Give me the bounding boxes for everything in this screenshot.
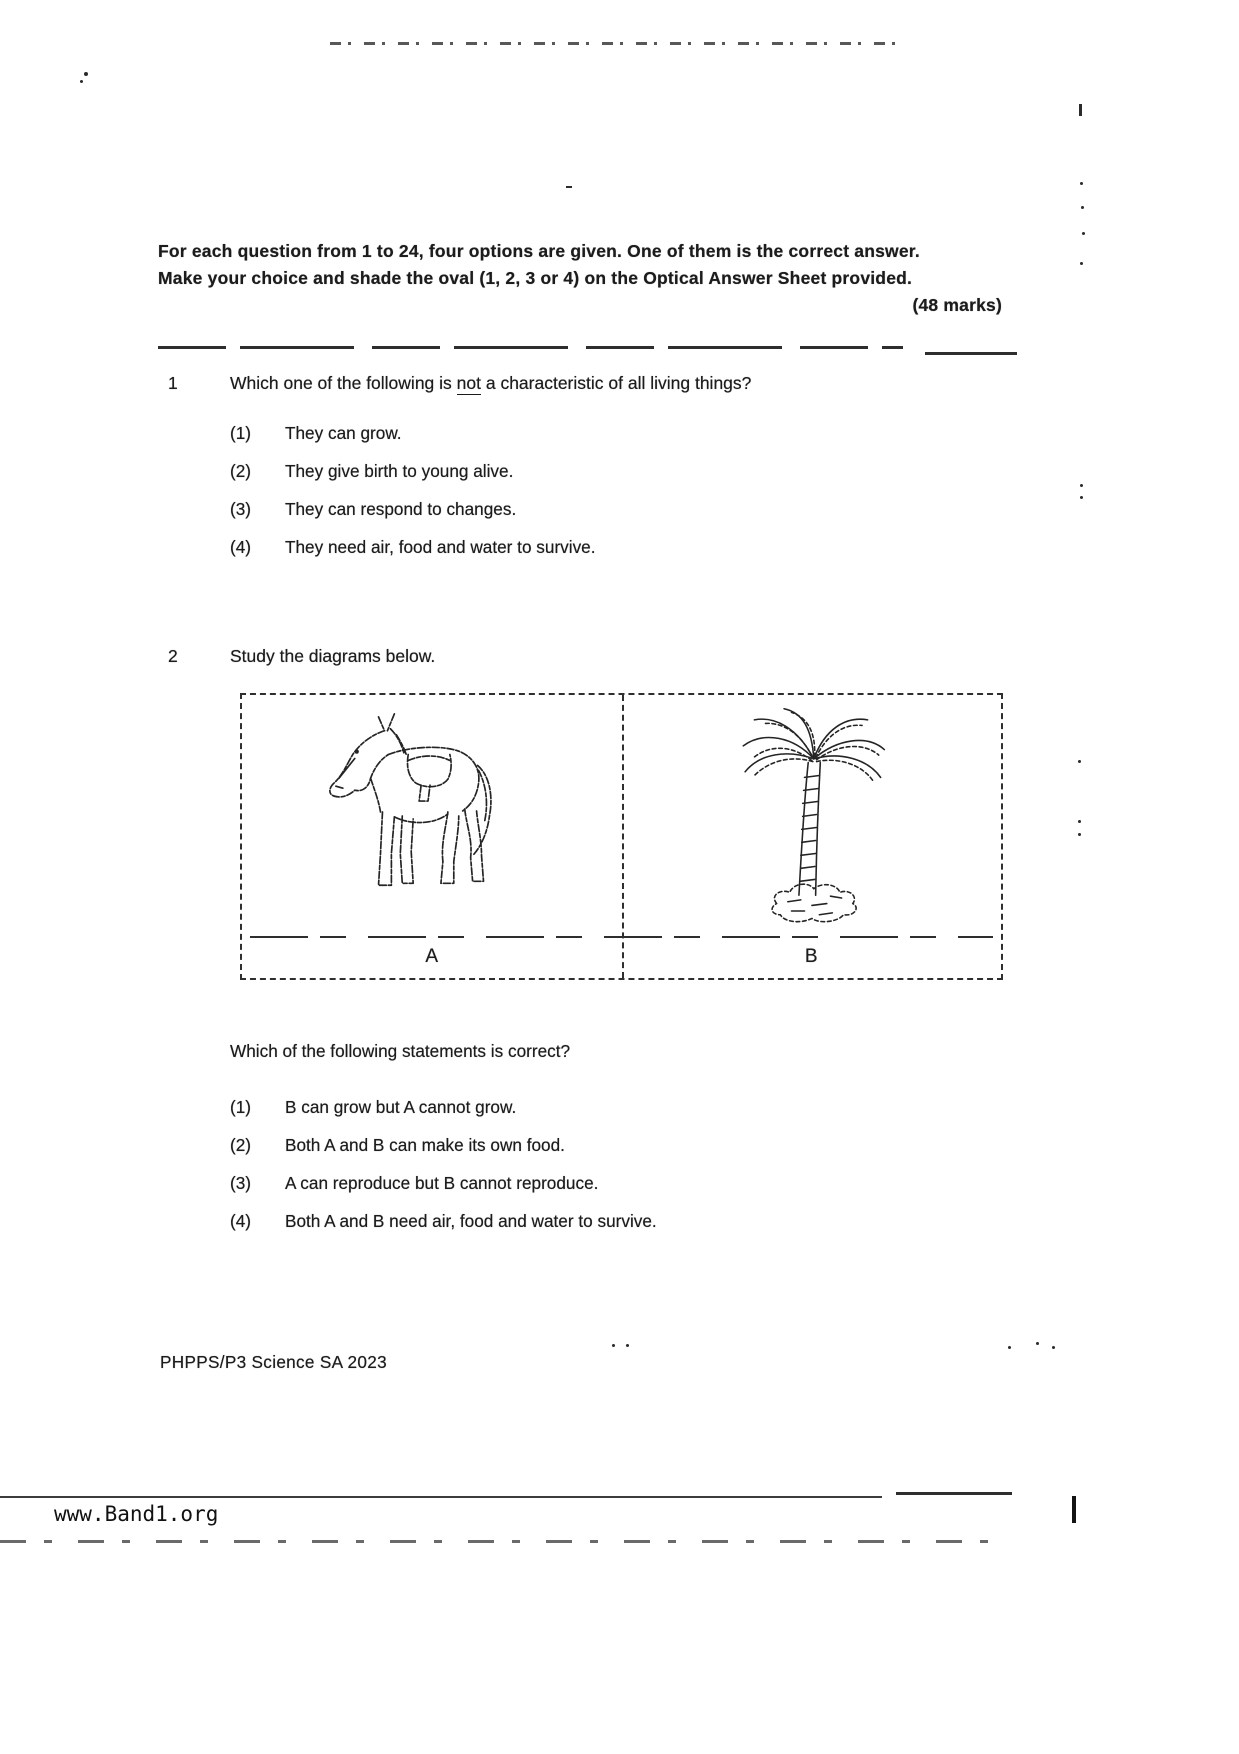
question-1-number: 1 [168, 373, 178, 393]
question-2-figure [240, 693, 1003, 980]
scan-artifact [1082, 232, 1085, 235]
watermark-url: www.Band1.org [54, 1502, 219, 1526]
question-2 [168, 645, 908, 668]
scan-artifact [1080, 262, 1083, 265]
question-2-sub-prompt: Which of the following statements is correct? [230, 1041, 571, 1061]
question-2-option-2: (2) Both A and B can make its own food. [230, 1135, 565, 1155]
question-1-option-3: (3) They can respond to changes. [230, 499, 517, 519]
horse-illustration-icon [303, 705, 561, 913]
separator-rule [158, 346, 903, 349]
question-2-options [230, 1096, 850, 1248]
figure-label-b: B [804, 946, 818, 967]
scan-artifact [566, 186, 572, 188]
scan-artifact [1081, 206, 1084, 209]
question-1 [168, 372, 908, 574]
instructions-line-1: For each question from 1 to 24, four options are given. One of them is the correct answer. [158, 241, 920, 261]
question-2-option-1: (1) B can grow but A cannot grow. [230, 1097, 517, 1117]
scan-artifact [1036, 1342, 1039, 1345]
scan-artifact-top-dashes [330, 42, 905, 45]
footer-rule [0, 1496, 882, 1498]
figure-label-a: A [425, 946, 439, 967]
question-1-option-1: (1) They can grow. [230, 423, 402, 443]
question-1-prompt: Which one of the following is not a characteristic of all living things? [230, 373, 752, 393]
scan-artifact [1080, 484, 1083, 487]
scan-artifact [1080, 182, 1083, 185]
scan-artifact [626, 1344, 629, 1347]
question-2-option-4: (4) Both A and B need air, food and water to survive. [230, 1211, 657, 1231]
underlined-not: not [456, 373, 481, 393]
scan-artifact [1078, 833, 1081, 836]
question-2-option-3: (3) A can reproduce but B cannot reproduce. [230, 1173, 599, 1193]
question-1-option-2: (2) They give birth to young alive. [230, 461, 514, 481]
footer-dashed-rule [0, 1540, 1014, 1543]
marks-total: (48 marks) [912, 295, 1002, 315]
footer-rule-right [896, 1492, 1012, 1495]
question-1-option-4: (4) They need air, food and water to survive. [230, 537, 596, 557]
instructions-line-2: Make your choice and shade the oval (1, 2, 3 or 4) on the Optical Answer Sheet provided. [158, 268, 913, 288]
question-2-number: 2 [168, 646, 178, 666]
scan-artifact [1078, 760, 1081, 763]
scan-artifact [1052, 1346, 1055, 1349]
figure-baseline [250, 936, 993, 938]
scan-artifact [1080, 496, 1083, 499]
scan-artifact [612, 1344, 615, 1347]
question-2-prompt: Study the diagrams below. [230, 646, 436, 666]
scan-artifact [1008, 1346, 1011, 1349]
separator-rule-right [925, 352, 1017, 355]
exam-instructions [158, 238, 1016, 319]
document-code: PHPPS/P3 Science SA 2023 [160, 1352, 387, 1372]
scan-artifact [1078, 820, 1081, 823]
footer-right-tick [1072, 1496, 1076, 1523]
palm-tree-illustration-icon [722, 705, 900, 937]
scan-artifact [80, 80, 83, 83]
scan-artifact [84, 72, 88, 76]
scan-artifact [1079, 104, 1082, 116]
